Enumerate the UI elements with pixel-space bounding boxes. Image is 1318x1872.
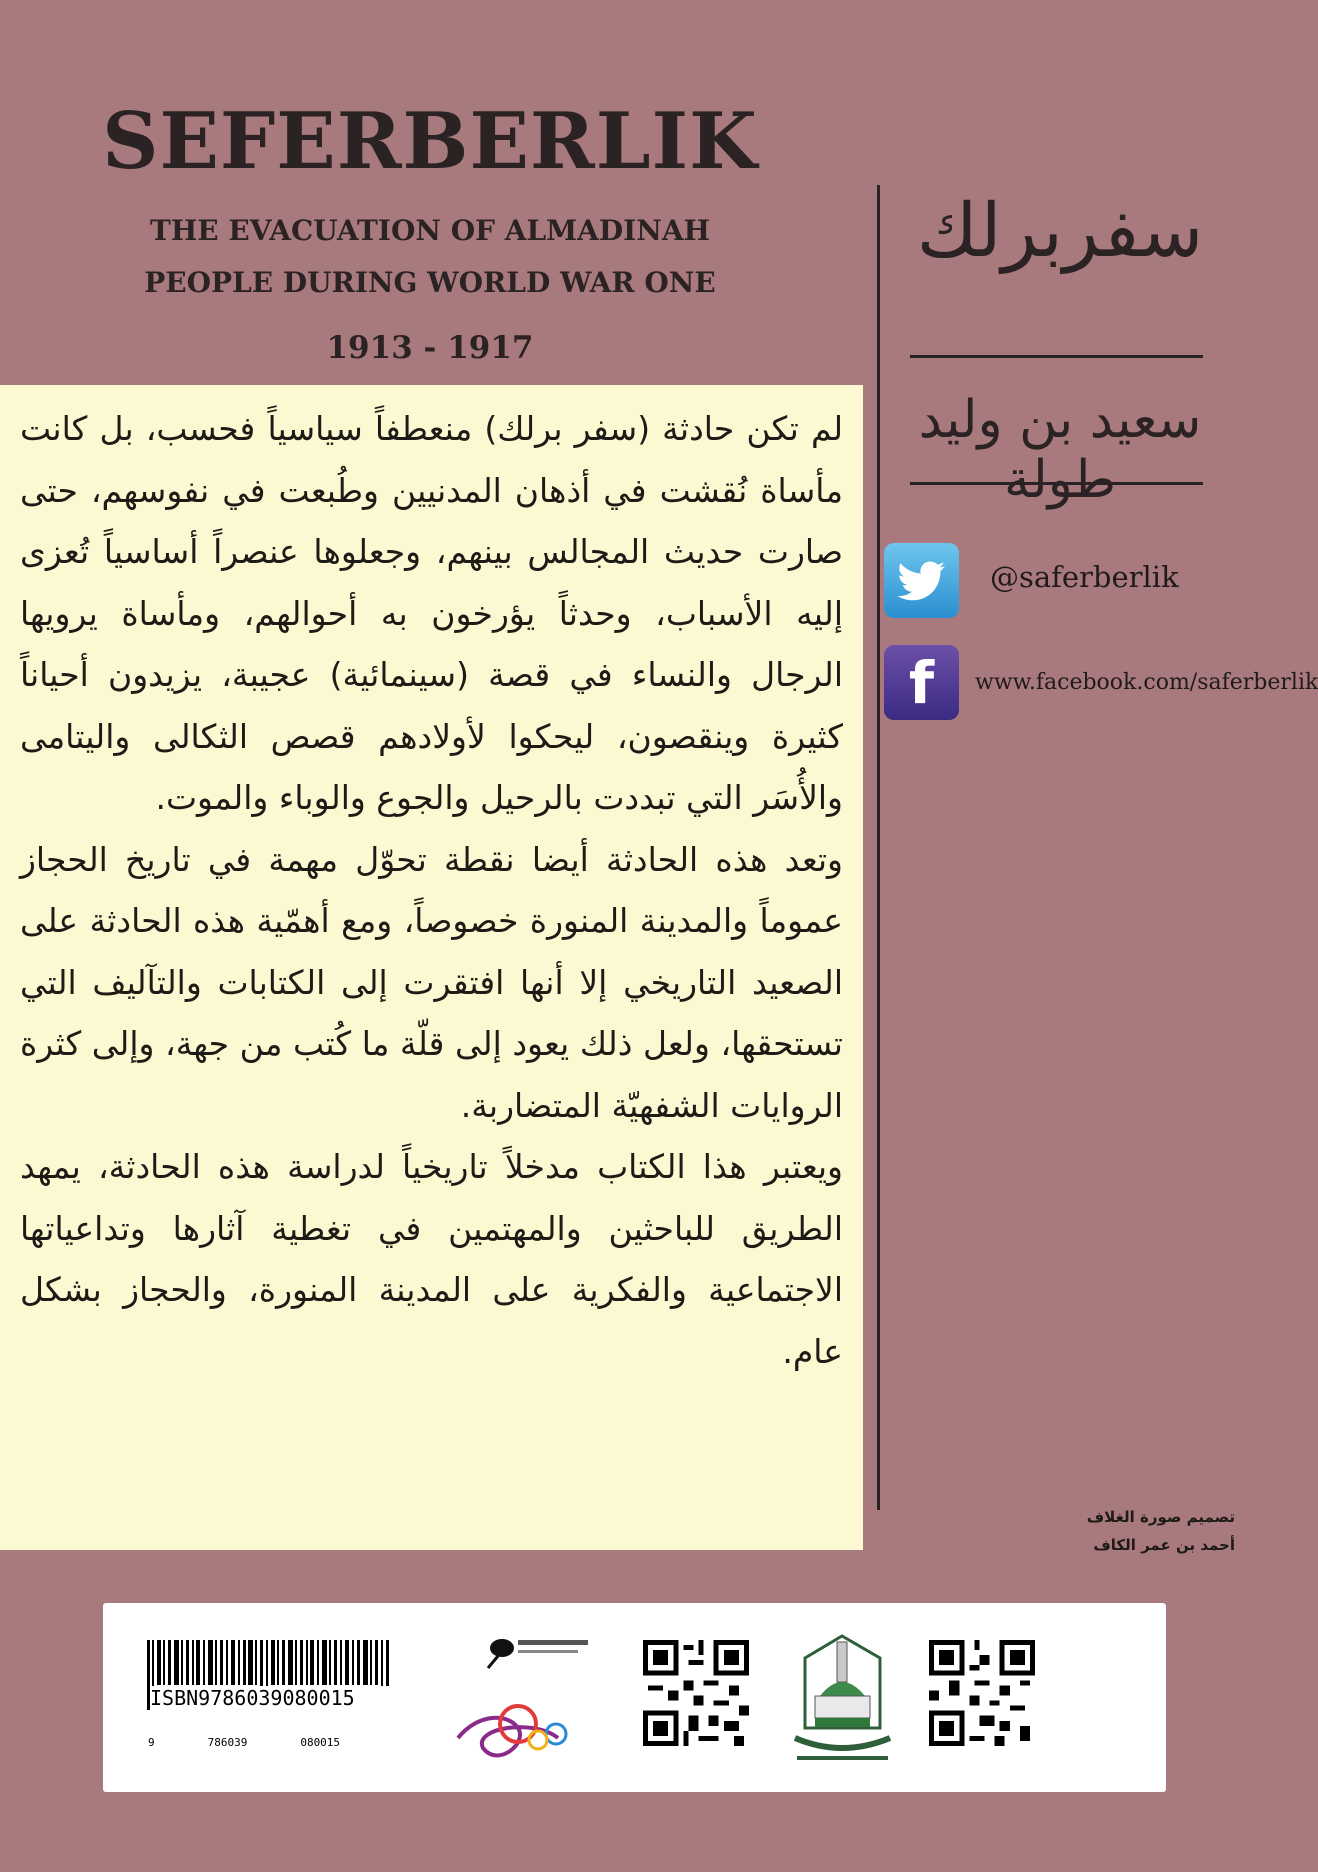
qr-code-icon — [929, 1640, 1035, 1746]
english-title: SEFERBERLIK — [102, 96, 758, 187]
blurb-text — [20, 398, 843, 1382]
cover-designer-name: أحمد بن عمر الكاف — [1093, 1536, 1235, 1554]
isbn-number: ISBN9786039080015 — [150, 1686, 400, 1710]
years-range: 1913 - 1917 — [326, 330, 534, 366]
blurb-paragraph-3: ويعتبر هذا الكتاب مدخلاً تاريخياً لدراسة هذه الحادثة، يمهد الطريق للباحثين والمهتمين في تغطية آثارها وتداعياتها الاجتماعية والفكرية على المدينة المنورة، والحجاز بشكل عام. — [20, 1147, 843, 1371]
english-subtitle-line2: PEOPLE DURING WORLD WAR ONE — [144, 266, 716, 299]
divider-title — [910, 355, 1203, 358]
english-subtitle-line1: THE EVACUATION OF ALMADINAH — [150, 214, 710, 247]
twitter-icon — [884, 543, 959, 618]
cover-design-label: تصميم صورة الغلاف — [1086, 1508, 1235, 1526]
facebook-url: www.facebook.com/saferberlik — [975, 670, 1318, 695]
vertical-divider — [877, 185, 880, 1510]
arabic-author: سعيد بن وليد طولة — [918, 390, 1202, 510]
jood-publisher-logo — [438, 1628, 598, 1778]
qr-code-icon — [643, 1640, 749, 1746]
blurb-paragraph-1: لم تكن حادثة (سفر برلك) منعطفاً سياسياً فحسب، بل كانت مأساة نُقشت في أذهان المدنيين وطُبعت في نفوسهم، حتى صارت حديث المجالس بينهم، وجعلوها عنصراً أساسياً تُعزى إليه الأسباب، وحدثاً يؤرخون به أحوالهم، ومأساة يرويها الرجال والنساء في قصة (سينمائية) عجيبة، يزيدون أحياناً كثيرة وينقصون، ليحكوا لأولادهم قصص الثكالى واليتامى والأُسَر التي تبددت بالرحيل والجوع والوباء والموت. — [20, 409, 843, 817]
barcode-digits: 9 786039 080015 — [148, 1736, 341, 1749]
madinah-literary-club-logo — [785, 1628, 900, 1778]
blurb-paragraph-2: وتعد هذه الحادثة أيضا نقطة تحوّل مهمة في تاريخ الحجاز عموماً والمدينة المنورة خصوصاً، ومع أهمّية هذه الحادثة على الصعيد التاريخي إلا أنها افتقرت إلى الكتابات والتآليف التي تستحقها، ولعل ذلك يعود إلى قلّة ما كُتب من جهة، وإلى كثرة الروايات الشفهيّة المتضاربة. — [20, 839, 843, 1125]
facebook-icon: f — [884, 645, 959, 720]
arabic-title: سفربرلك — [916, 188, 1204, 274]
twitter-handle: @saferberlik — [990, 560, 1179, 594]
